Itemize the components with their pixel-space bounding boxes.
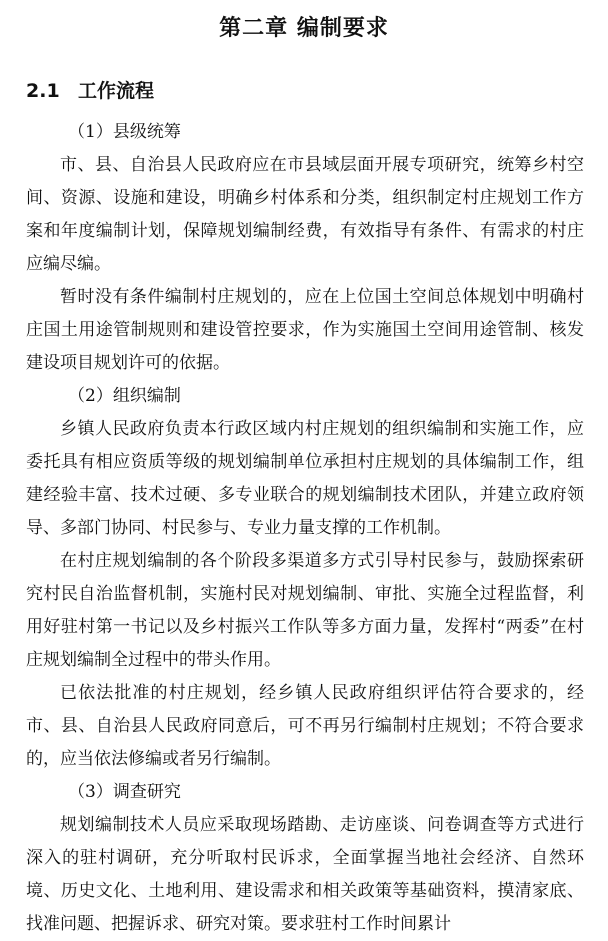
paragraph: 规划编制技术人员应采取现场踏勘、走访座谈、问卷调查等方式进行深入的驻村调研，充分听取村民诉求，全面掌握当地社会经济、自然环境、历史文化、土地利用、建设需求和相关政策等基础资料，摸清家底、找准问题、把握诉求、研究对策。要求驻村工作时间累计	[26, 815, 584, 934]
chapter-title: 第二章 编制要求	[219, 16, 389, 41]
paragraph: 在村庄规划编制的各个阶段多渠道多方式引导村民参与，鼓励探索研究村民自治监督机制，实施村民对规划编制、审批、实施全过程监督，利用好驻村第一书记以及乡村振兴工作队等多方面力量，发挥村“两委”在村庄规划编制全过程中的带头作用。	[26, 551, 584, 670]
section-title: 工作流程	[78, 80, 155, 102]
document-body	[26, 116, 584, 941]
paragraph: 暂时没有条件编制村庄规划的，应在上位国土空间总体规划中明确村庄国土用途管制规则和建设管控要求，作为实施国土空间用途管制、核发建设项目规划许可的依据。	[26, 287, 584, 373]
subsection-heading-1: （1）县级统筹	[68, 122, 181, 142]
subsection-heading-2: （2）组织编制	[68, 386, 181, 406]
paragraph: 乡镇人民政府负责本行政区域内村庄规划的组织编制和实施工作，应委托具有相应资质等级的规划编制单位承担村庄规划的具体编制工作，组建经验丰富、技术过硬、多专业联合的规划编制技术团队，并建立政府领导、多部门协同、村民参与、专业力量支撑的工作机制。	[26, 419, 584, 538]
subsection-heading-3: （3）调查研究	[68, 782, 181, 802]
paragraph: 市、县、自治县人民政府应在市县域层面开展专项研究，统筹乡村空间、资源、设施和建设，明确乡村体系和分类，组织制定村庄规划工作方案和年度编制计划，保障规划编制经费，有效指导有条件、有需求的村庄应编尽编。	[26, 155, 584, 274]
section-number: 2.1	[26, 80, 60, 102]
section-heading	[26, 77, 154, 105]
paragraph: 已依法批准的村庄规划，经乡镇人民政府组织评估符合要求的，经市、县、自治县人民政府同意后，可不再另行编制村庄规划；不符合要求的，应当依法修编或者另行编制。	[26, 683, 584, 769]
